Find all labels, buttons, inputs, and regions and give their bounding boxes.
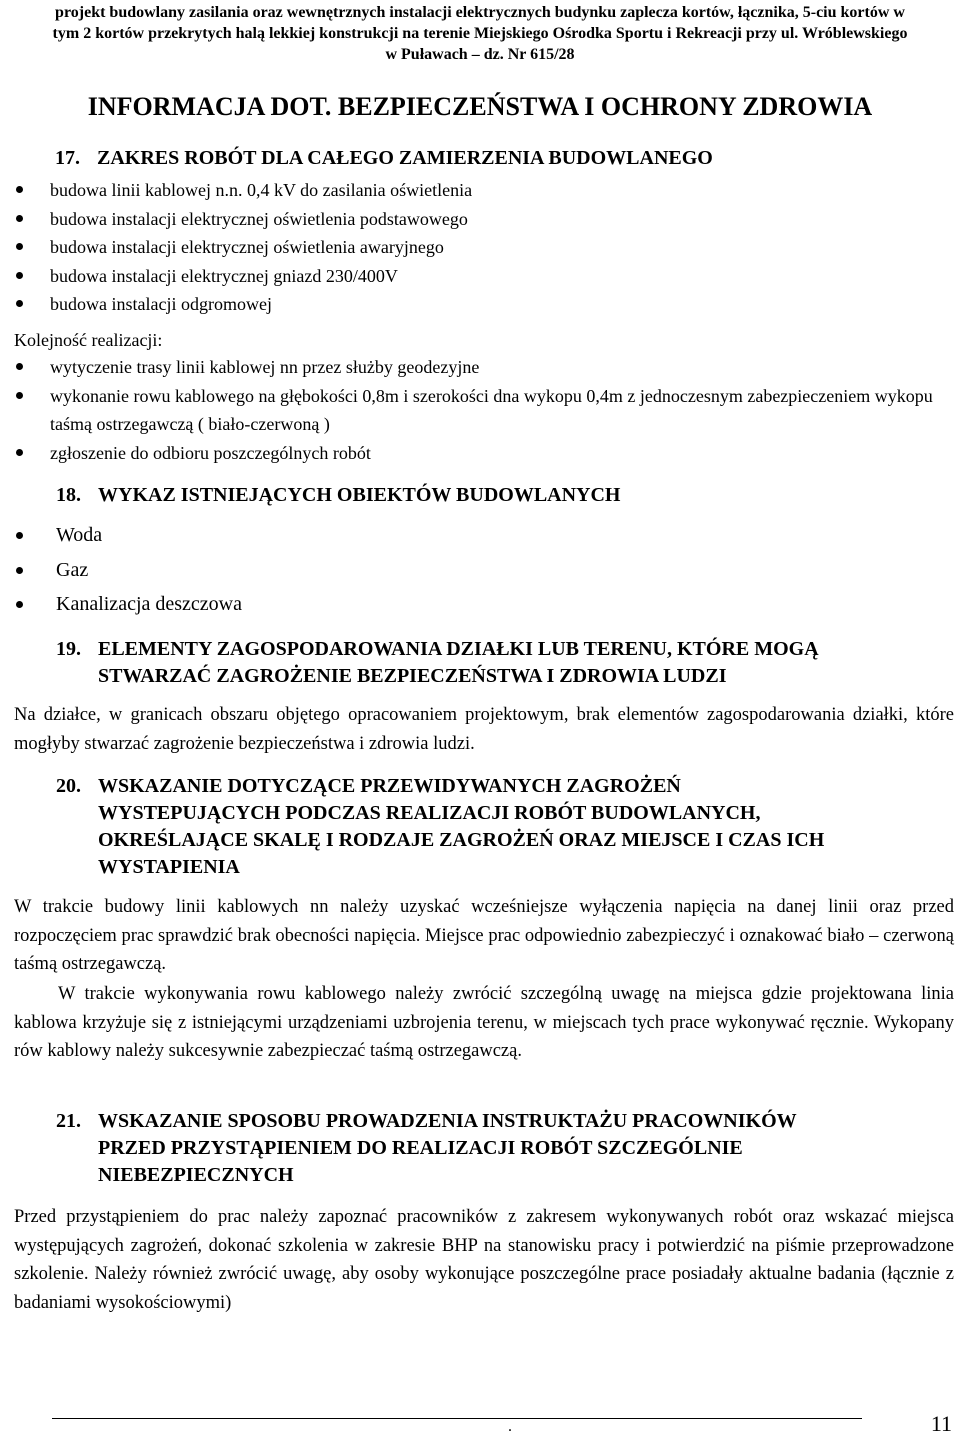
section-18-title: WYKAZ ISTNIEJĄCYCH OBIEKTÓW BUDOWLANYCH bbox=[98, 484, 621, 506]
order-label: Kolejność realizacji: bbox=[14, 330, 163, 350]
list-item: budowa instalacji elektrycznej oświetlenia podstawowego bbox=[0, 205, 960, 234]
bullet-icon bbox=[16, 300, 23, 307]
bullet-icon bbox=[16, 601, 23, 608]
bullet-icon bbox=[16, 567, 23, 574]
header-line-1: projekt budowlany zasilania oraz wewnętrznych instalacji elektrycznych budynku zaplecza kortów, łącznika, 5-ciu kortów w bbox=[55, 4, 905, 21]
footer-divider bbox=[52, 1418, 862, 1419]
list-item: budowa instalacji elektrycznej oświetlenia awaryjnego bbox=[0, 233, 960, 262]
section-17-title: ZAKRES ROBÓT DLA CAŁEGO ZAMIERZENIA BUDOWLANEGO bbox=[97, 147, 713, 169]
section-19-number: 19. bbox=[56, 638, 81, 660]
section-19-paragraph: Na działce, w granicach obszaru objętego opracowaniem projektowym, brak elementów zagospodarowania działki, które mogłyby stwarzać zagrożenie bezpieczeństwa i zdrowia ludzi. bbox=[14, 705, 954, 754]
bullet-icon bbox=[16, 532, 23, 539]
page-title: INFORMACJA DOT. BEZPIECZEŃSTWA I OCHRONY ZDROWIA bbox=[87, 92, 873, 121]
bullet-icon bbox=[16, 215, 23, 222]
list-item: wykonanie rowu kablowego na głębokości 0,8m i szerokości dna wykopu 0,4m z jednoczesnym zabezpieczeniem wykopu taśmą ostrzegawczą ( biało-czerwoną ) bbox=[0, 382, 940, 439]
section-20-number: 20. bbox=[56, 775, 81, 797]
list-item: zgłoszenie do odbioru poszczególnych robót bbox=[0, 439, 960, 468]
bullet-icon bbox=[16, 392, 23, 399]
section-20-title-line-2: WYSTEPUJĄCYCH PODCZAS REALIZACJI ROBÓT BUDOWLANYCH, bbox=[98, 802, 761, 824]
section-17-scope-list bbox=[0, 176, 960, 319]
section-18-number: 18. bbox=[56, 484, 81, 506]
list-item: budowa instalacji odgromowej bbox=[0, 290, 960, 319]
section-17-order-list bbox=[0, 353, 960, 467]
header-line-3: w Puławach – dz. Nr 615/28 bbox=[385, 46, 575, 63]
section-21-paragraph: Przed przystąpieniem do prac należy zapoznać pracowników z zakresem wykonywanych robót oraz wskazać miejsca występujących zagrożeń, dokonać szkolenia w zakresie BHP na stanowisku pracy i potwierdzić na piśmie przeprowadzone szkolenie. Należy również zwrócić uwagę, aby osoby wykonujące poszczególne prace posiadały aktualne badania (łącznie z badaniami wysokościowymi) bbox=[14, 1207, 954, 1313]
bullet-icon bbox=[16, 243, 23, 250]
bullet-icon bbox=[16, 363, 23, 370]
list-item: Woda bbox=[0, 518, 960, 553]
list-item: budowa linii kablowej n.n. 0,4 kV do zasilania oświetlenia bbox=[0, 176, 960, 205]
list-item: Gaz bbox=[0, 553, 960, 588]
section-21-number: 21. bbox=[56, 1110, 81, 1132]
bullet-icon bbox=[16, 449, 23, 456]
section-20-title-line-3: OKREŚLAJĄCE SKALĘ I RODZAJE ZAGROŻEŃ ORAZ MIEJSCE I CZAS ICH bbox=[98, 829, 825, 851]
document-header bbox=[0, 2, 960, 65]
section-20-title-line-1: WSKAZANIE DOTYCZĄCE PRZEWIDYWANYCH ZAGROŻEŃ bbox=[98, 775, 681, 797]
list-item: wytyczenie trasy linii kablowej nn przez służby geodezyjne bbox=[0, 353, 960, 382]
section-20-paragraph-1: W trakcie budowy linii kablowych nn należy uzyskać wcześniejsze wyłączenia napięcia na danej linii oraz przed rozpoczęciem prac sprawdzić brak obecności napięcia. Miejsce prac odpowiednio zabezpieczyć i oznakować biało – czerwoną taśmą ostrzegawczą. bbox=[14, 897, 954, 975]
section-21-title-line-3: NIEBEZPIECZNYCH bbox=[98, 1164, 294, 1186]
section-18-list bbox=[0, 518, 960, 622]
list-item: budowa instalacji elektrycznej gniazd 230/400V bbox=[0, 262, 960, 291]
list-item: Kanalizacja deszczowa bbox=[0, 587, 960, 622]
section-20-paragraph-2: W trakcie wykonywania rowu kablowego należy zwrócić szczególną uwagę na miejsca gdzie projektowana linia kablowa krzyżuje się z istniejącymi urządzeniami uzbrojenia terenu, w miejscach tych prace wykonywać ręcznie. Wykopany rów kablowy należy sukcesywnie zabezpieczać taśmą ostrzegawczą. bbox=[14, 984, 954, 1062]
header-line-2: tym 2 kortów przekrytych halą lekkiej konstrukcji na terenie Miejskiego Ośrodka Sportu i Rekreacji przy ul. Wróblewskiego bbox=[52, 25, 908, 42]
section-21-title-line-2: PRZED PRZYSTĄPIENIEM DO REALIZACJI ROBÓT SZCZEGÓLNIE bbox=[98, 1137, 743, 1159]
section-21-title-line-1: WSKAZANIE SPOSOBU PROWADZENIA INSTRUKTAŻU PRACOWNIKÓW bbox=[98, 1110, 797, 1132]
bullet-icon bbox=[16, 272, 23, 279]
section-17-number: 17. bbox=[55, 147, 80, 169]
section-19-title-line-1: ELEMENTY ZAGOSPODAROWANIA DZIAŁKI LUB TERENU, KTÓRE MOGĄ bbox=[98, 638, 819, 660]
bullet-icon bbox=[16, 186, 23, 193]
footer-mark: . bbox=[508, 1418, 512, 1435]
section-20-title-line-4: WYSTAPIENIA bbox=[98, 856, 240, 878]
section-19-title-line-2: STWARZAĆ ZAGROŻENIE BEZPIECZEŃSTWA I ZDROWIA LUDZI bbox=[98, 665, 727, 687]
page-number: 11 bbox=[930, 1411, 952, 1436]
